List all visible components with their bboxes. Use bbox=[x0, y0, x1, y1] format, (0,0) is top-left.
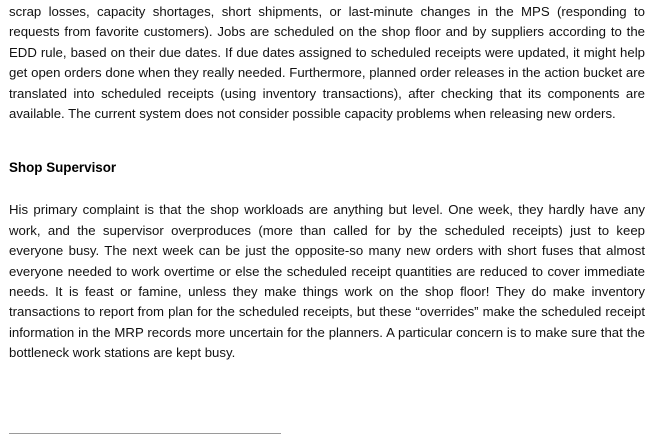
spacer-after-heading bbox=[9, 178, 645, 200]
paragraph-intro: scrap losses, capacity shortages, short shipments, or last-minute changes in the MPS (responding to requests from favorite customers). Jobs are scheduled on the shop floor and by suppliers according to the EDD rule, based on their due dates. If due dates assigned to scheduled receipts were updated, it might help get open orders done when they really needed. Furthermore, planned order releases in the action bucket are translated into scheduled receipts (using inventory transactions), after checking that its components are available. The current system does not consider possible capacity problems when releasing new orders. bbox=[9, 4, 645, 122]
paragraph-shop-supervisor: His primary complaint is that the shop workloads are anything but level. One week, they hardly have any work, and the supervisor overproduces (more than called for by the scheduled receipts) just to keep everyone busy. The next week can be just the opposite-so many new orders with short fuses that almost everyone needed to work overtime or else the scheduled receipt quantities are reduced to cover immediate needs. It is feast or famine, unless they make things work on the shop floor! They do make inventory transactions to report from plan for the scheduled receipts, but these “overrides” make the scheduled receipt information in the MRP records more uncertain for the planners. A particular concern is to make sure that the bottleneck work stations are kept busy. bbox=[9, 202, 645, 361]
section-heading-shop-supervisor: Shop Supervisor bbox=[9, 160, 117, 176]
spacer-before-heading bbox=[9, 124, 645, 158]
